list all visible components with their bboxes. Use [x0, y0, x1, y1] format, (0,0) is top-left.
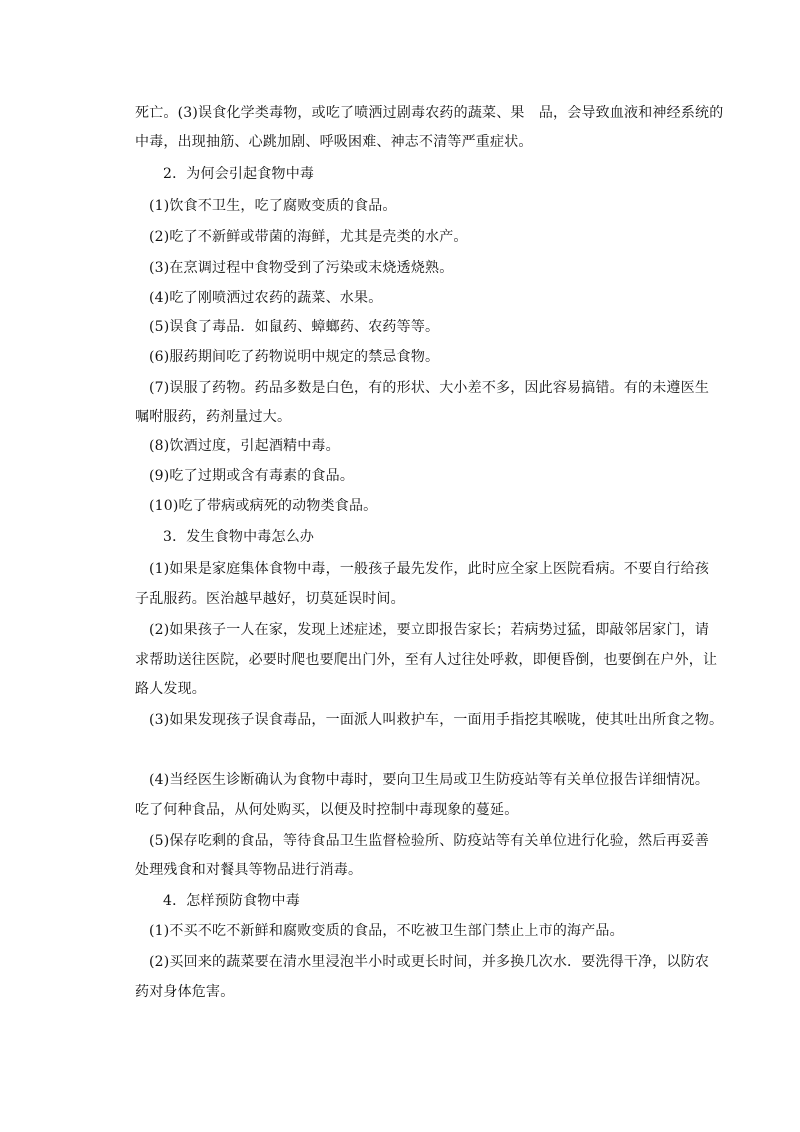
text-line: (8)饮酒过度，引起酒精中毒。	[149, 438, 340, 454]
text-line: 嘱咐服药，药剂量过大。	[135, 409, 292, 425]
text-line: (4)当经医生诊断确认为食物中毒时，要向卫生局或卫生防疫站等有关单位报告详细情况。	[149, 772, 710, 788]
text-line: 药对身体危害。	[135, 984, 235, 1000]
text-line: (5)保存吃剩的食品，等待食品卫生监督检验所、防疫站等有关单位进行化验，然后再妥善	[149, 833, 710, 849]
text-line: (1)饮食不卫生，吃了腐败变质的食品。	[149, 198, 397, 214]
text-line: (2)买回来的蔬菜要在清水里浸泡半小时或更长时间，并多换几次水．要洗得干净，以防农	[149, 954, 710, 970]
text-line: (3)在烹调过程中食物受到了污染或末烧透烧熟。	[149, 260, 454, 276]
text-line: (3)如果发现孩子误食毒品，一面派人叫救护车，一面用手指挖其喉咙，使其吐出所食之物。	[149, 712, 724, 728]
text-line: (1)如果是家庭集体食物中毒，一般孩子最先发作，此时应全家上医院看病。不要自行给孩	[149, 561, 710, 577]
text-line: (4)吃了刚喷洒过农药的蔬菜、水果。	[149, 290, 383, 306]
section-heading: 4．怎样预防食物中毒	[163, 893, 300, 909]
text-line: 吃了何种食品，从何处购买，以便及时控制中毒现象的蔓延。	[135, 802, 519, 818]
text-line: 子乱服药。医治越早越好，切莫延误时间。	[135, 591, 405, 607]
text-line: (10)吃了带病或病死的动物类食品。	[149, 498, 378, 514]
text-line: (6)服药期间吃了药物说明中规定的禁忌食物。	[149, 349, 440, 365]
text-line: 路人发现。	[135, 681, 206, 697]
text-line: (2)如果孩子一人在家，发现上述症述，要立即报告家长；若病势过猛，即敲邻居家门，请	[149, 622, 710, 638]
text-line: (2)吃了不新鲜或带菌的海鲜，尤其是壳类的水产。	[149, 229, 468, 245]
text-line: 死亡。(3)误食化学类毒物，或吃了喷洒过剧毒农药的蔬菜、果 品，会导致血液和神经系统的	[135, 105, 724, 121]
section-heading: 2．为何会引起食物中毒	[163, 166, 315, 182]
text-line: (9)吃了过期或含有毒素的食品。	[149, 468, 355, 484]
text-line: (7)误服了药物。药品多数是白色，有的形状、大小差不多，因此容易搞错。有的未遵医生	[149, 380, 710, 396]
text-line: 中毒，出现抽筋、心跳加剧、呼吸困难、神志不清等严重症状。	[135, 134, 533, 150]
text-line: 求帮助送往医院，必要时爬也要爬出门外，至有人过往处呼救，即便昏倒，也要倒在户外，让	[135, 652, 718, 668]
text-line: 处理残食和对餐具等物品进行消毒。	[135, 862, 363, 878]
section-heading: 3．发生食物中毒怎么办	[163, 529, 315, 545]
text-line: (5)误食了毒品．如鼠药、蟑螂药、农药等等。	[149, 319, 440, 335]
text-line: (1)不买不吃不新鲜和腐败变质的食品，不吃被卫生部门禁止上市的海产品。	[149, 923, 624, 939]
